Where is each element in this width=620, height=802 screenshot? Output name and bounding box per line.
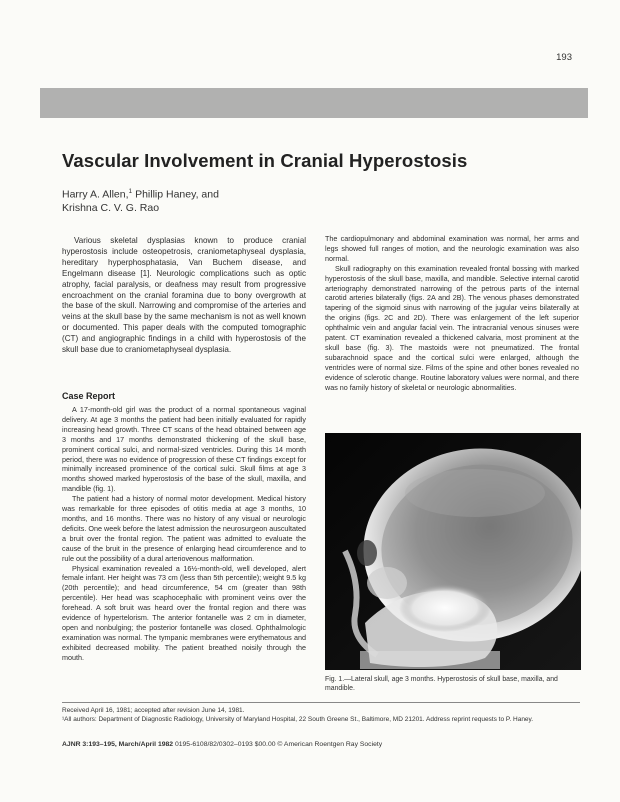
footnotes: [62, 707, 582, 725]
footnote-affiliation: ¹All authors: Department of Diagnostic Radiology, University of Maryland Hospital, 22 South Greene St., Baltimore, MD 21201. Address reprint requests to P. Haney.: [62, 715, 534, 723]
page-number: 193: [556, 52, 572, 63]
case-paragraph-2: The patient had a history of normal motor development. Medical history was remarkable for three episodes of otitis media at age 3 months, 10 months, and 16 months. There was no history of any visual or neurologic deficits. One week before the latest admission the neurosurgeon auscultated a bruit over the frontal region. The patient was admitted to evaluate the cause of the bruit in the presence of enlarging head circumference and to rule out the possibility of a dural arteriovenous malformation.: [62, 494, 306, 563]
case-paragraph-1: A 17-month-old girl was the product of a normal spontaneous vaginal delivery. At age 3 months the patient had been initially evaluated for rapidly increasing head growth. Three CT scans of the head obtained between age 3 months and 17 months demonstrated thickening of the skull base, prominent cortical sulci, and normal-sized ventricles. During this 14 month period, there was no evidence of progression of these CT findings except for minimally increased prominence of the cortical sulci. Skull films at age 3 months showed marked hyperostosis of the base of the skull, maxilla, and mandible (fig. 1).: [62, 405, 306, 494]
section-heading-case-report: Case Report: [62, 391, 116, 401]
author-line-1: [62, 185, 219, 202]
author-list: [62, 185, 219, 215]
journal-citation-line: [62, 741, 382, 748]
journal-citation: AJNR 3:193–195, March/April 1982: [62, 741, 174, 748]
figure-1-skull-radiograph: [325, 433, 581, 670]
figure-1-caption: Fig. 1.—Lateral skull, age 3 months. Hyperostosis of skull base, maxilla, and mandible.: [325, 676, 558, 692]
header-banner: [40, 88, 588, 118]
abstract: [62, 236, 306, 356]
author-rao: Krishna C. V. G. Rao: [62, 201, 160, 214]
footnote-received: Received April 16, 1981; accepted after revision June 14, 1981.: [62, 707, 245, 714]
author-allen: Harry A. Allen,: [62, 188, 129, 201]
article-title: Vascular Involvement in Cranial Hyperostosis: [62, 150, 468, 171]
journal-details: 0195-6108/82/0302–0193 $00.00 © American Roentgen Ray Society: [173, 741, 383, 748]
right-paragraph-2: Skull radiography on this examination revealed frontal bossing with marked hyperostosis of the skull base, maxilla, and mandible. Selective internal carotid arteriography demonstrated narrowing of the petrous parts of the internal carotid arteries bilaterally (figs. 2A and 2B). The venous phases demonstrated tapering of the sigmoid sinus with narrowing of the jugular veins bilaterally at the origins (figs. 2C and 2D). There was enlargement of the left superior ophthalmic vein and angular facial vein. The intracranial venous sinuses were patent. CT examination revealed a thickened calvaria, most prominent at the skull base (fig. 3). The mastoids were not pneumatized. The frontal subarachnoid space and the cortical sulci were enlarged, although the ventricles were of normal size. Films of the spine and other bones revealed no evidence of sclerotic change. Routine laboratory values were normal, and there was no family history of skeletal or neurologic abnormalities.: [325, 263, 579, 392]
footnote-divider: [62, 702, 580, 703]
author-haney: Phillip Haney, and: [132, 188, 219, 201]
abstract-text: Various skeletal dysplasias known to produce cranial hyperostosis include osteopetrosis, craniometaphyseal dysplasia, hereditary hyperphosphatasia, Van Buchem disease, and Engelmann disease [1]. Neurologic complications such as optic atrophy, facial paralysis, or deafness may result from progressive encroachment on the cranial foramina due to bony overgrowth at the base of the skull. Narrowing and compromise of the arteries and veins at the skull base by the same mechanism is not as well known or documented. This paper deals with the computed tomographic (CT) and angiographic findings in a child with hyperostosis of the skull base due to craniometaphyseal dysplasia.: [62, 236, 306, 355]
right-column-body: [325, 234, 579, 393]
right-paragraph-1: The cardiopulmonary and abdominal examination was normal, her arms and legs showed full ranges of motion, and the neurologic examination was also normal.: [325, 234, 579, 263]
author-footnote-mark: 1: [128, 188, 133, 195]
xray-image: [325, 433, 581, 670]
case-paragraph-3: Physical examination revealed a 16½-month-old, well developed, alert female infant. Her height was 73 cm (less than 5th percentile); weight 9.5 kg (20th percentile); and head circumference, 54 cm (greater than 98th percentile). Her head was scaphocephalic with prominent veins over the forehead. A soft bruit was heard over the frontal region and there was evidence of hypertelorism. The anterior fontanelle was 2 cm in diameter, open and nonbulging; the posterior fontanelle was closed. Ophthalmologic examination was normal. The tympanic membranes were erythematous and exhibited decreased mobility. The patient breathed noisily through the mouth.: [62, 563, 306, 662]
case-report-body: [62, 405, 306, 663]
